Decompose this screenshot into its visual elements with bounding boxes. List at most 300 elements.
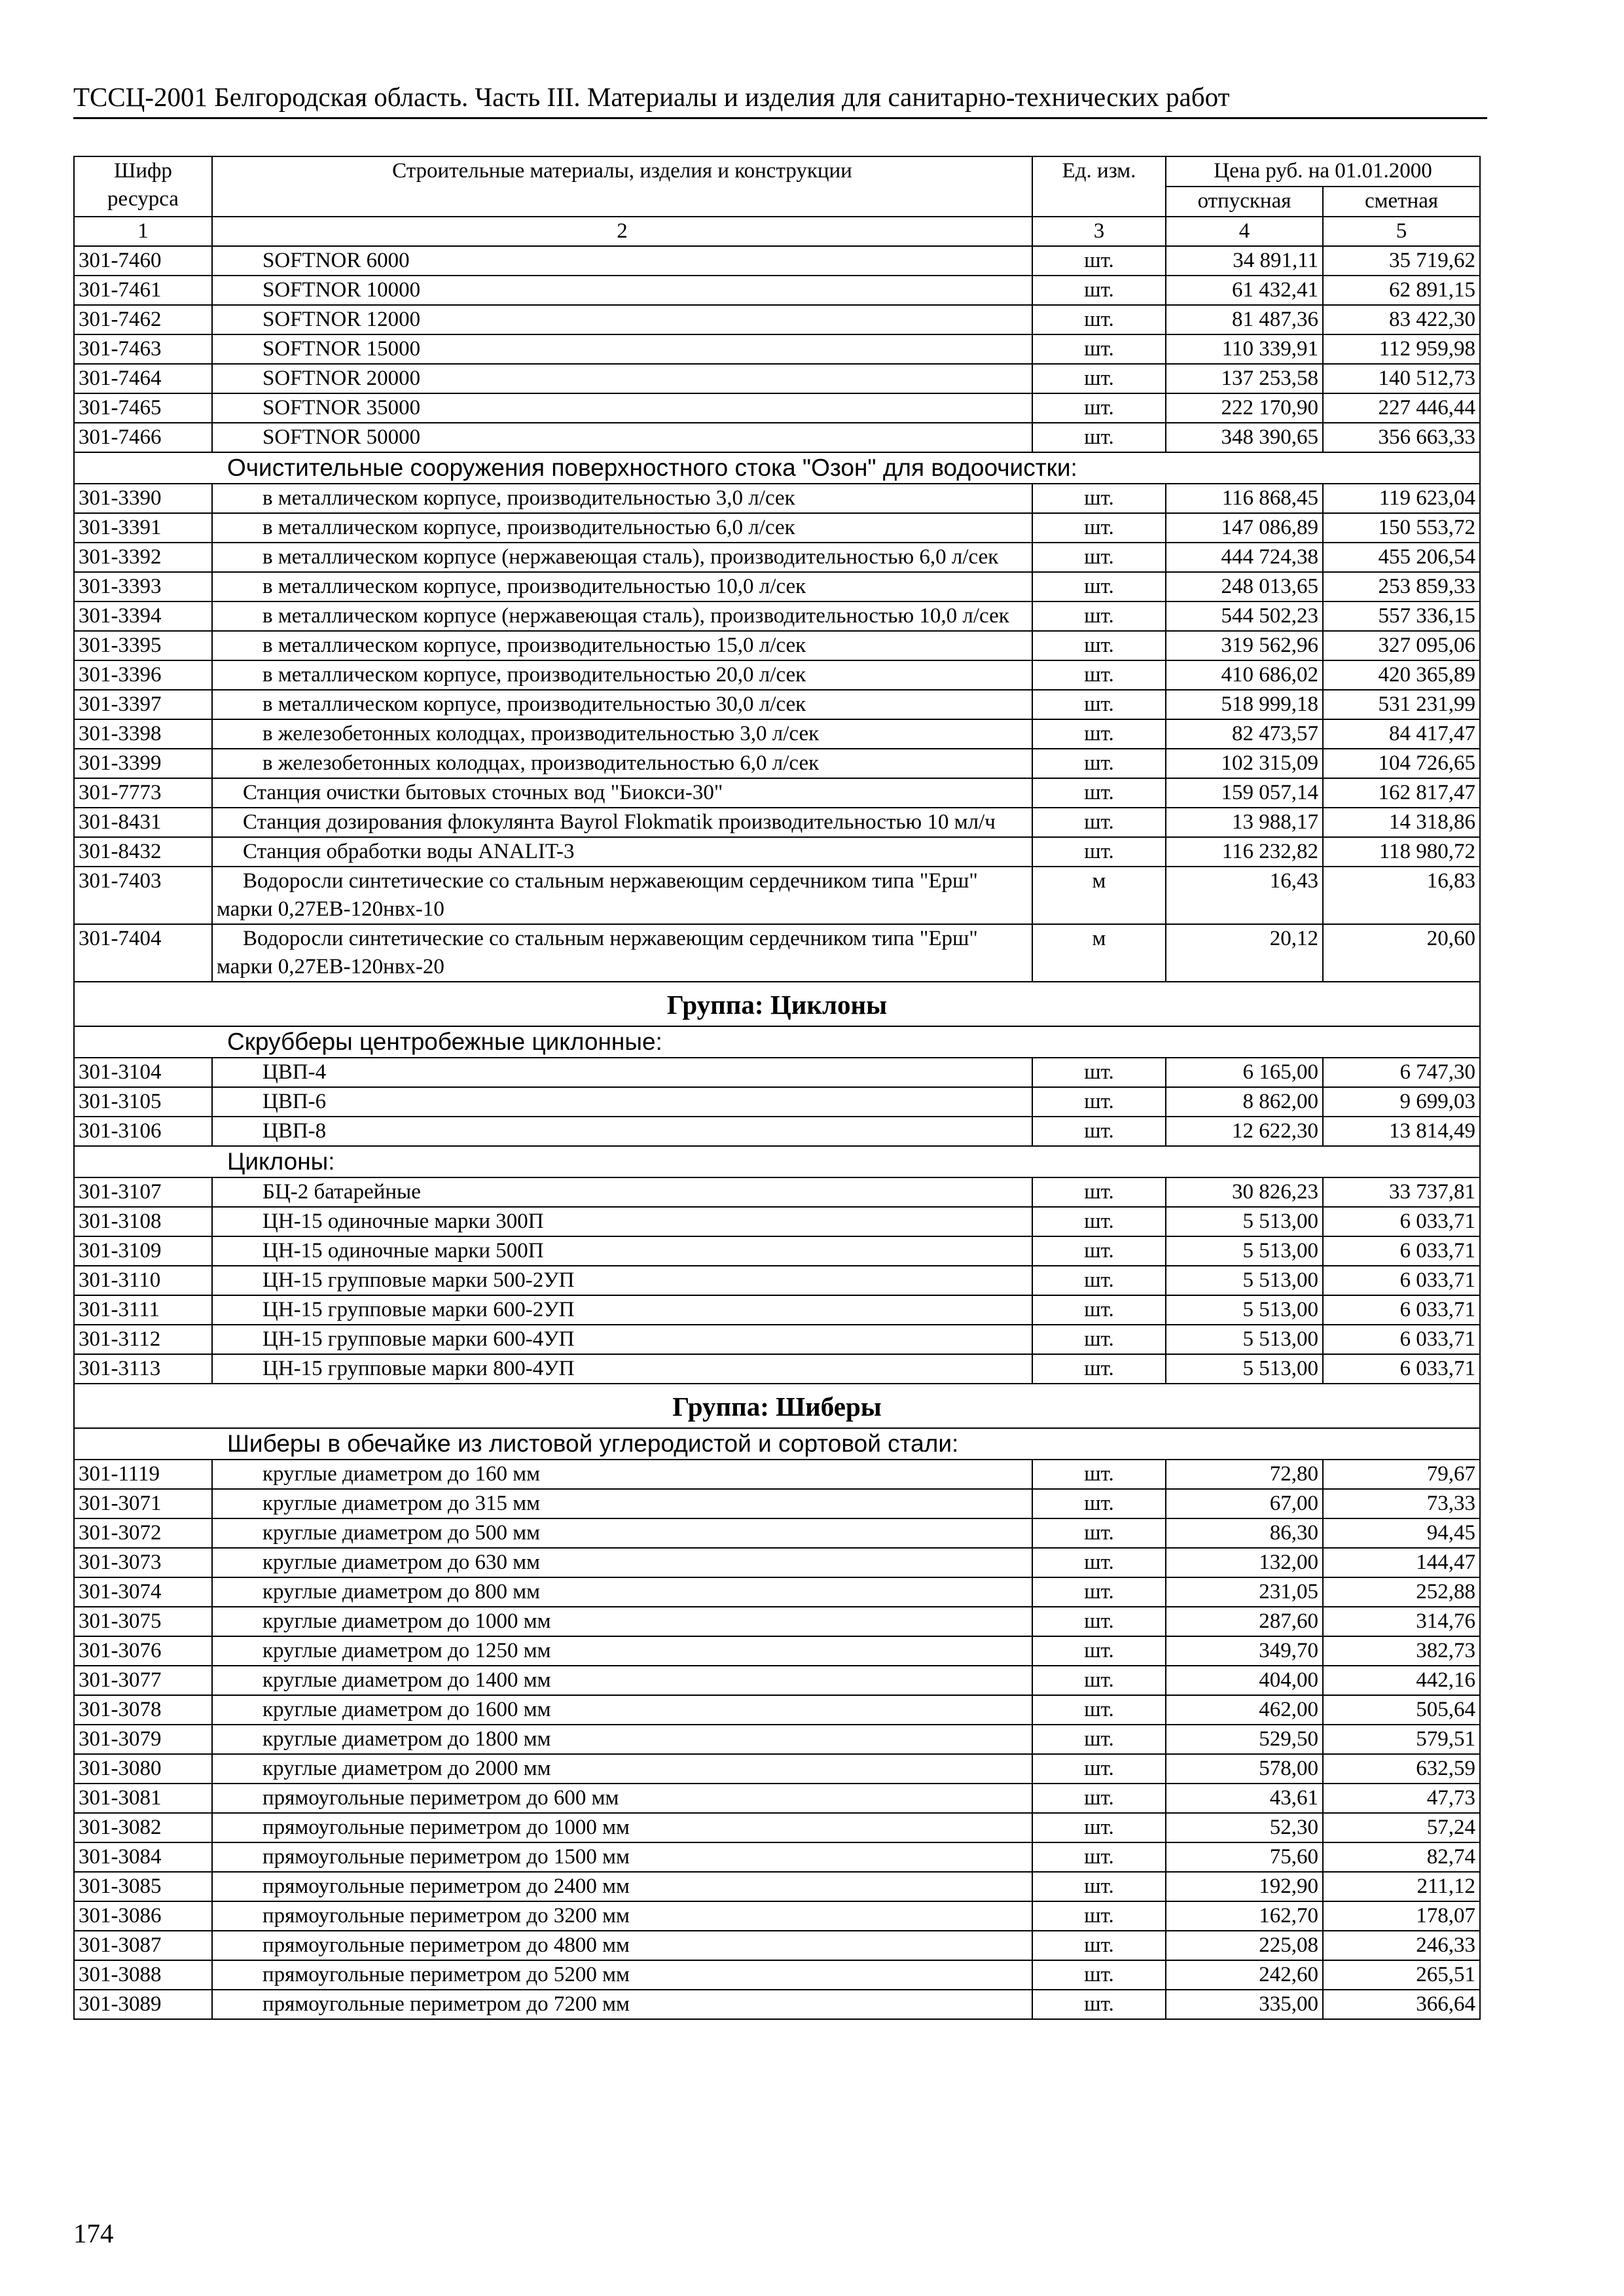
resource-code-cell: 301-3111 bbox=[74, 1295, 212, 1325]
unit-cell: шт. bbox=[1032, 1354, 1166, 1384]
resource-code-cell: 301-3077 bbox=[74, 1666, 212, 1695]
unit-cell: шт. bbox=[1032, 1117, 1166, 1146]
resource-code-cell: 301-3395 bbox=[74, 631, 212, 660]
table-row bbox=[74, 543, 1480, 572]
material-name-cell: прямоугольные периметром до 2400 мм bbox=[212, 1872, 1032, 1901]
unit-cell: шт. bbox=[1032, 1207, 1166, 1236]
material-name-cell: круглые диаметром до 500 мм bbox=[212, 1518, 1032, 1548]
release-price-cell: 86,30 bbox=[1166, 1518, 1323, 1548]
col-header-price: Цена руб. на 01.01.2000 bbox=[1166, 156, 1480, 187]
material-name-cell: ЦН-15 групповые марки 800-4УП bbox=[212, 1354, 1032, 1384]
estimate-price-cell: 6 033,71 bbox=[1323, 1354, 1480, 1384]
unit-cell: м bbox=[1032, 867, 1166, 924]
unit-cell: шт. bbox=[1032, 276, 1166, 305]
estimate-price-cell: 150 553,72 bbox=[1323, 513, 1480, 543]
estimate-price-cell: 62 891,15 bbox=[1323, 276, 1480, 305]
estimate-price-cell: 420 365,89 bbox=[1323, 660, 1480, 690]
resource-code-cell: 301-3075 bbox=[74, 1607, 212, 1636]
col-header-estimate-price: сметная bbox=[1323, 187, 1480, 217]
unit-cell: шт. bbox=[1032, 1325, 1166, 1354]
release-price-cell: 162,70 bbox=[1166, 1901, 1323, 1931]
material-name-cell: прямоугольные периметром до 600 мм bbox=[212, 1784, 1032, 1813]
estimate-price-cell: 144,47 bbox=[1323, 1548, 1480, 1577]
table-body bbox=[74, 246, 1480, 2019]
table-row bbox=[74, 1931, 1480, 1960]
estimate-price-cell: 6 033,71 bbox=[1323, 1325, 1480, 1354]
unit-cell: шт. bbox=[1032, 1518, 1166, 1548]
release-price-cell: 410 686,02 bbox=[1166, 660, 1323, 690]
estimate-price-cell: 162 817,47 bbox=[1323, 778, 1480, 808]
release-price-cell: 52,30 bbox=[1166, 1813, 1323, 1842]
material-name-cell: SOFTNOR 15000 bbox=[212, 334, 1032, 364]
material-name-cell: ЦН-15 одиночные марки 500П bbox=[212, 1236, 1032, 1266]
unit-cell: шт. bbox=[1032, 1087, 1166, 1117]
material-name-cell: ЦН-15 групповые марки 500-2УП bbox=[212, 1266, 1032, 1295]
unit-cell: шт. bbox=[1032, 660, 1166, 690]
material-name-cell: ЦН-15 групповые марки 600-4УП bbox=[212, 1325, 1032, 1354]
unit-cell: шт. bbox=[1032, 1901, 1166, 1931]
estimate-price-cell: 6 747,30 bbox=[1323, 1058, 1480, 1087]
col-number-1: 1 bbox=[74, 217, 212, 246]
page-header-title: ТССЦ-2001 Белгородская область. Часть III. Материалы и изделия для санитарно-технических работ bbox=[73, 82, 1230, 112]
table-row bbox=[74, 1325, 1480, 1354]
material-name-cell: Станция обработки воды ANALIT-3 bbox=[212, 837, 1032, 867]
material-name-cell: в металлическом корпусе, производительностью 20,0 л/сек bbox=[212, 660, 1032, 690]
estimate-price-cell: 6 033,71 bbox=[1323, 1236, 1480, 1266]
estimate-price-cell: 83 422,30 bbox=[1323, 305, 1480, 334]
release-price-cell: 5 513,00 bbox=[1166, 1325, 1323, 1354]
resource-code-cell: 301-8431 bbox=[74, 808, 212, 837]
table-row bbox=[74, 1207, 1480, 1236]
table-row bbox=[74, 1354, 1480, 1384]
estimate-price-cell: 314,76 bbox=[1323, 1607, 1480, 1636]
material-name-cell: круглые диаметром до 1600 мм bbox=[212, 1695, 1032, 1725]
release-price-cell: 116 232,82 bbox=[1166, 837, 1323, 867]
unit-cell: шт. bbox=[1032, 1236, 1166, 1266]
unit-cell: шт. bbox=[1032, 749, 1166, 778]
table-row bbox=[74, 719, 1480, 749]
estimate-price-cell: 505,64 bbox=[1323, 1695, 1480, 1725]
material-name-cell: Станция дозирования флокулянта Bayrol Flokmatik производительностью 10 мл/ч bbox=[212, 808, 1032, 837]
resource-code-cell: 301-3397 bbox=[74, 690, 212, 719]
table-row bbox=[74, 1460, 1480, 1489]
resource-code-cell: 301-3109 bbox=[74, 1236, 212, 1266]
unit-cell: шт. bbox=[1032, 1577, 1166, 1607]
material-name-cell: круглые диаметром до 1000 мм bbox=[212, 1607, 1032, 1636]
unit-cell: шт. bbox=[1032, 1548, 1166, 1577]
release-price-cell: 225,08 bbox=[1166, 1931, 1323, 1960]
material-name-cell: SOFTNOR 6000 bbox=[212, 246, 1032, 276]
resource-code-cell: 301-3113 bbox=[74, 1354, 212, 1384]
col-header-code: Шифр ресурса bbox=[74, 156, 212, 217]
unit-cell: шт. bbox=[1032, 305, 1166, 334]
estimate-price-cell: 140 512,73 bbox=[1323, 364, 1480, 393]
table-row bbox=[74, 1784, 1480, 1813]
estimate-price-cell: 579,51 bbox=[1323, 1725, 1480, 1754]
resource-code-cell: 301-3087 bbox=[74, 1931, 212, 1960]
estimate-price-cell: 6 033,71 bbox=[1323, 1266, 1480, 1295]
release-price-cell: 518 999,18 bbox=[1166, 690, 1323, 719]
group-heading-row bbox=[74, 1384, 1480, 1428]
release-price-cell: 75,60 bbox=[1166, 1842, 1323, 1872]
resource-code-cell: 301-3089 bbox=[74, 1990, 212, 2019]
resource-code-cell: 301-3390 bbox=[74, 484, 212, 513]
material-name-cell: прямоугольные периметром до 5200 мм bbox=[212, 1960, 1032, 1990]
release-price-cell: 67,00 bbox=[1166, 1489, 1323, 1518]
material-name-cell: круглые диаметром до 2000 мм bbox=[212, 1754, 1032, 1784]
resource-code-cell: 301-3394 bbox=[74, 601, 212, 631]
resource-code-cell: 301-3080 bbox=[74, 1754, 212, 1784]
estimate-price-cell: 531 231,99 bbox=[1323, 690, 1480, 719]
unit-cell: шт. bbox=[1032, 1872, 1166, 1901]
material-name-cell: в металлическом корпусе (нержавеющая сталь), производительностью 10,0 л/сек bbox=[212, 601, 1032, 631]
col-header-unit: Ед. изм. bbox=[1032, 156, 1166, 217]
table-row bbox=[74, 837, 1480, 867]
unit-cell: шт. bbox=[1032, 423, 1166, 452]
release-price-cell: 8 862,00 bbox=[1166, 1087, 1323, 1117]
estimate-price-cell: 356 663,33 bbox=[1323, 423, 1480, 452]
unit-cell: шт. bbox=[1032, 631, 1166, 660]
table-row bbox=[74, 601, 1480, 631]
resource-code-cell: 301-3107 bbox=[74, 1177, 212, 1207]
header-rule bbox=[73, 117, 1487, 119]
resource-code-cell: 301-3073 bbox=[74, 1548, 212, 1577]
material-name-cell: ЦН-15 одиночные марки 300П bbox=[212, 1207, 1032, 1236]
unit-cell: шт. bbox=[1032, 1666, 1166, 1695]
resource-code-cell: 301-7464 bbox=[74, 364, 212, 393]
table-row bbox=[74, 867, 1480, 924]
unit-cell: шт. bbox=[1032, 1177, 1166, 1207]
resource-code-cell: 301-3393 bbox=[74, 572, 212, 601]
material-name-cell: SOFTNOR 35000 bbox=[212, 393, 1032, 423]
resource-code-cell: 301-3082 bbox=[74, 1813, 212, 1842]
estimate-price-cell: 366,64 bbox=[1323, 1990, 1480, 2019]
material-name-cell: прямоугольные периметром до 3200 мм bbox=[212, 1901, 1032, 1931]
release-price-cell: 544 502,23 bbox=[1166, 601, 1323, 631]
resource-code-cell: 301-7460 bbox=[74, 246, 212, 276]
estimate-price-cell: 33 737,81 bbox=[1323, 1177, 1480, 1207]
material-name-cell: SOFTNOR 10000 bbox=[212, 276, 1032, 305]
release-price-cell: 137 253,58 bbox=[1166, 364, 1323, 393]
resource-code-cell: 301-3084 bbox=[74, 1842, 212, 1872]
release-price-cell: 110 339,91 bbox=[1166, 334, 1323, 364]
resource-code-cell: 301-3392 bbox=[74, 543, 212, 572]
resource-code-cell: 301-3072 bbox=[74, 1518, 212, 1548]
page-number: 174 bbox=[73, 2218, 114, 2248]
resource-code-cell: 301-3085 bbox=[74, 1872, 212, 1901]
resource-code-cell: 301-3104 bbox=[74, 1058, 212, 1087]
table-row bbox=[74, 778, 1480, 808]
material-name-cell: ЦВП-8 bbox=[212, 1117, 1032, 1146]
resource-code-cell: 301-3071 bbox=[74, 1489, 212, 1518]
unit-cell: шт. bbox=[1032, 246, 1166, 276]
unit-cell: шт. bbox=[1032, 393, 1166, 423]
material-name-cell: БЦ-2 батарейные bbox=[212, 1177, 1032, 1207]
release-price-cell: 34 891,11 bbox=[1166, 246, 1323, 276]
table-row bbox=[74, 1177, 1480, 1207]
table-row bbox=[74, 276, 1480, 305]
group-heading: Группа: Шиберы bbox=[74, 1384, 1480, 1428]
table-row bbox=[74, 924, 1480, 982]
material-name-cell: SOFTNOR 20000 bbox=[212, 364, 1032, 393]
estimate-price-cell: 112 959,98 bbox=[1323, 334, 1480, 364]
table-row bbox=[74, 1872, 1480, 1901]
estimate-price-cell: 246,33 bbox=[1323, 1931, 1480, 1960]
estimate-price-cell: 20,60 bbox=[1323, 924, 1480, 982]
material-name-cell: в металлическом корпусе (нержавеющая сталь), производительностью 6,0 л/сек bbox=[212, 543, 1032, 572]
release-price-cell: 43,61 bbox=[1166, 1784, 1323, 1813]
table-row bbox=[74, 572, 1480, 601]
release-price-cell: 287,60 bbox=[1166, 1607, 1323, 1636]
estimate-price-cell: 13 814,49 bbox=[1323, 1117, 1480, 1146]
release-price-cell: 82 473,57 bbox=[1166, 719, 1323, 749]
release-price-cell: 30 826,23 bbox=[1166, 1177, 1323, 1207]
unit-cell: шт. bbox=[1032, 572, 1166, 601]
release-price-cell: 13 988,17 bbox=[1166, 808, 1323, 837]
subsection-heading-row bbox=[74, 1026, 1480, 1058]
estimate-price-cell: 265,51 bbox=[1323, 1960, 1480, 1990]
resource-code-cell: 301-3078 bbox=[74, 1695, 212, 1725]
unit-cell: шт. bbox=[1032, 1058, 1166, 1087]
table-row bbox=[74, 1990, 1480, 2019]
material-name-cell: прямоугольные периметром до 7200 мм bbox=[212, 1990, 1032, 2019]
material-name-cell: Станция очистки бытовых сточных вод "Биокси-30" bbox=[212, 778, 1032, 808]
unit-cell: шт. bbox=[1032, 1842, 1166, 1872]
material-name-cell: круглые диаметром до 800 мм bbox=[212, 1577, 1032, 1607]
estimate-price-cell: 57,24 bbox=[1323, 1813, 1480, 1842]
estimate-price-cell: 47,73 bbox=[1323, 1784, 1480, 1813]
unit-cell: шт. bbox=[1032, 1754, 1166, 1784]
estimate-price-cell: 6 033,71 bbox=[1323, 1295, 1480, 1325]
release-price-cell: 529,50 bbox=[1166, 1725, 1323, 1754]
resource-code-cell: 301-7404 bbox=[74, 924, 212, 982]
material-name-cell: SOFTNOR 50000 bbox=[212, 423, 1032, 452]
release-price-cell: 462,00 bbox=[1166, 1695, 1323, 1725]
table-row bbox=[74, 334, 1480, 364]
material-name-cell: ЦВП-4 bbox=[212, 1058, 1032, 1087]
group-heading-row bbox=[74, 982, 1480, 1026]
release-price-cell: 102 315,09 bbox=[1166, 749, 1323, 778]
release-price-cell: 81 487,36 bbox=[1166, 305, 1323, 334]
table-row bbox=[74, 1636, 1480, 1666]
material-name-cell: Водоросли синтетические со стальным нержавеющим сердечником типа "Ерш" марки 0,27ЕВ-120нвх-10 bbox=[212, 867, 1032, 924]
unit-cell: шт. bbox=[1032, 484, 1166, 513]
release-price-cell: 231,05 bbox=[1166, 1577, 1323, 1607]
material-name-cell: круглые диаметром до 1250 мм bbox=[212, 1636, 1032, 1666]
table-row bbox=[74, 1901, 1480, 1931]
resource-code-cell: 301-7403 bbox=[74, 867, 212, 924]
material-name-cell: в металлическом корпусе, производительностью 15,0 л/сек bbox=[212, 631, 1032, 660]
col-number-3: 3 bbox=[1032, 217, 1166, 246]
table-row bbox=[74, 1117, 1480, 1146]
material-name-cell: круглые диаметром до 630 мм bbox=[212, 1548, 1032, 1577]
release-price-cell: 349,70 bbox=[1166, 1636, 1323, 1666]
table-row bbox=[74, 1960, 1480, 1990]
resource-code-cell: 301-3110 bbox=[74, 1266, 212, 1295]
release-price-cell: 192,90 bbox=[1166, 1872, 1323, 1901]
subsection-heading-row bbox=[74, 452, 1480, 484]
table-row bbox=[74, 631, 1480, 660]
table-row bbox=[74, 1842, 1480, 1872]
resource-code-cell: 301-3396 bbox=[74, 660, 212, 690]
release-price-cell: 222 170,90 bbox=[1166, 393, 1323, 423]
table-row bbox=[74, 513, 1480, 543]
estimate-price-cell: 6 033,71 bbox=[1323, 1207, 1480, 1236]
resource-code-cell: 301-3074 bbox=[74, 1577, 212, 1607]
resource-code-cell: 301-7466 bbox=[74, 423, 212, 452]
material-name-cell: Водоросли синтетические со стальным нержавеющим сердечником типа "Ерш" марки 0,27ЕВ-120нвх-20 bbox=[212, 924, 1032, 982]
resource-code-cell: 301-7461 bbox=[74, 276, 212, 305]
release-price-cell: 12 622,30 bbox=[1166, 1117, 1323, 1146]
estimate-price-cell: 16,83 bbox=[1323, 867, 1480, 924]
release-price-cell: 335,00 bbox=[1166, 1990, 1323, 2019]
material-name-cell: круглые диаметром до 315 мм bbox=[212, 1489, 1032, 1518]
price-table bbox=[73, 156, 1481, 2020]
release-price-cell: 404,00 bbox=[1166, 1666, 1323, 1695]
resource-code-cell: 301-3391 bbox=[74, 513, 212, 543]
table-row bbox=[74, 1754, 1480, 1784]
estimate-price-cell: 632,59 bbox=[1323, 1754, 1480, 1784]
unit-cell: шт. bbox=[1032, 1695, 1166, 1725]
table-row bbox=[74, 1058, 1480, 1087]
release-price-cell: 16,43 bbox=[1166, 867, 1323, 924]
resource-code-cell: 301-1119 bbox=[74, 1460, 212, 1489]
unit-cell: шт. bbox=[1032, 808, 1166, 837]
estimate-price-cell: 94,45 bbox=[1323, 1518, 1480, 1548]
estimate-price-cell: 9 699,03 bbox=[1323, 1087, 1480, 1117]
table-row bbox=[74, 1266, 1480, 1295]
resource-code-cell: 301-7773 bbox=[74, 778, 212, 808]
estimate-price-cell: 35 719,62 bbox=[1323, 246, 1480, 276]
resource-code-cell: 301-3398 bbox=[74, 719, 212, 749]
unit-cell: шт. bbox=[1032, 1813, 1166, 1842]
unit-cell: шт. bbox=[1032, 334, 1166, 364]
unit-cell: шт. bbox=[1032, 778, 1166, 808]
material-name-cell: круглые диаметром до 1800 мм bbox=[212, 1725, 1032, 1754]
table-row bbox=[74, 1518, 1480, 1548]
table-row bbox=[74, 1295, 1480, 1325]
unit-cell: шт. bbox=[1032, 513, 1166, 543]
estimate-price-cell: 178,07 bbox=[1323, 1901, 1480, 1931]
unit-cell: шт. bbox=[1032, 719, 1166, 749]
resource-code-cell: 301-7465 bbox=[74, 393, 212, 423]
unit-cell: шт. bbox=[1032, 1295, 1166, 1325]
release-price-cell: 444 724,38 bbox=[1166, 543, 1323, 572]
estimate-price-cell: 455 206,54 bbox=[1323, 543, 1480, 572]
col-header-name: Строительные материалы, изделия и конструкции bbox=[212, 156, 1032, 217]
subsection-heading-row bbox=[74, 1146, 1480, 1177]
release-price-cell: 319 562,96 bbox=[1166, 631, 1323, 660]
subsection-heading-row bbox=[74, 1428, 1480, 1460]
table-row bbox=[74, 305, 1480, 334]
col-number-4: 4 bbox=[1166, 217, 1323, 246]
estimate-price-cell: 118 980,72 bbox=[1323, 837, 1480, 867]
release-price-cell: 5 513,00 bbox=[1166, 1207, 1323, 1236]
material-name-cell: ЦН-15 групповые марки 600-2УП bbox=[212, 1295, 1032, 1325]
resource-code-cell: 301-8432 bbox=[74, 837, 212, 867]
release-price-cell: 147 086,89 bbox=[1166, 513, 1323, 543]
subsection-heading: Очистительные сооружения поверхностного стока "Озон" для водоочистки: bbox=[74, 452, 1480, 484]
col-header-release-price: отпускная bbox=[1166, 187, 1323, 217]
subsection-heading: Скрубберы центробежные циклонные: bbox=[74, 1026, 1480, 1058]
release-price-cell: 5 513,00 bbox=[1166, 1295, 1323, 1325]
estimate-price-cell: 382,73 bbox=[1323, 1636, 1480, 1666]
group-heading: Группа: Циклоны bbox=[74, 982, 1480, 1026]
material-name-cell: круглые диаметром до 1400 мм bbox=[212, 1666, 1032, 1695]
table-row bbox=[74, 423, 1480, 452]
material-name-cell: в металлическом корпусе, производительностью 6,0 л/сек bbox=[212, 513, 1032, 543]
unit-cell: м bbox=[1032, 924, 1166, 982]
estimate-price-cell: 14 318,86 bbox=[1323, 808, 1480, 837]
release-price-cell: 61 432,41 bbox=[1166, 276, 1323, 305]
resource-code-cell: 301-3086 bbox=[74, 1901, 212, 1931]
resource-code-cell: 301-3112 bbox=[74, 1325, 212, 1354]
unit-cell: шт. bbox=[1032, 1266, 1166, 1295]
unit-cell: шт. bbox=[1032, 601, 1166, 631]
unit-cell: шт. bbox=[1032, 1636, 1166, 1666]
material-name-cell: прямоугольные периметром до 1500 мм bbox=[212, 1842, 1032, 1872]
estimate-price-cell: 211,12 bbox=[1323, 1872, 1480, 1901]
unit-cell: шт. bbox=[1032, 1784, 1166, 1813]
material-name-cell: в железобетонных колодцах, производительностью 3,0 л/сек bbox=[212, 719, 1032, 749]
table-row bbox=[74, 246, 1480, 276]
resource-code-cell: 301-7462 bbox=[74, 305, 212, 334]
material-name-cell: ЦВП-6 bbox=[212, 1087, 1032, 1117]
estimate-price-cell: 327 095,06 bbox=[1323, 631, 1480, 660]
table-row bbox=[74, 364, 1480, 393]
material-name-cell: прямоугольные периметром до 4800 мм bbox=[212, 1931, 1032, 1960]
estimate-price-cell: 79,67 bbox=[1323, 1460, 1480, 1489]
estimate-price-cell: 557 336,15 bbox=[1323, 601, 1480, 631]
release-price-cell: 5 513,00 bbox=[1166, 1236, 1323, 1266]
subsection-heading: Циклоны: bbox=[74, 1146, 1480, 1177]
table-row bbox=[74, 749, 1480, 778]
release-price-cell: 348 390,65 bbox=[1166, 423, 1323, 452]
resource-code-cell: 301-3399 bbox=[74, 749, 212, 778]
unit-cell: шт. bbox=[1032, 1489, 1166, 1518]
table-row bbox=[74, 1813, 1480, 1842]
estimate-price-cell: 84 417,47 bbox=[1323, 719, 1480, 749]
release-price-cell: 5 513,00 bbox=[1166, 1266, 1323, 1295]
resource-code-cell: 301-3076 bbox=[74, 1636, 212, 1666]
table-row bbox=[74, 1548, 1480, 1577]
unit-cell: шт. bbox=[1032, 1990, 1166, 2019]
table-row bbox=[74, 1607, 1480, 1636]
subsection-heading: Шиберы в обечайке из листовой углеродистой и сортовой стали: bbox=[74, 1428, 1480, 1460]
table-row bbox=[74, 1087, 1480, 1117]
estimate-price-cell: 252,88 bbox=[1323, 1577, 1480, 1607]
table-row bbox=[74, 484, 1480, 513]
col-number-5: 5 bbox=[1323, 217, 1480, 246]
release-price-cell: 248 013,65 bbox=[1166, 572, 1323, 601]
resource-code-cell: 301-7463 bbox=[74, 334, 212, 364]
resource-code-cell: 301-3106 bbox=[74, 1117, 212, 1146]
unit-cell: шт. bbox=[1032, 1931, 1166, 1960]
estimate-price-cell: 253 859,33 bbox=[1323, 572, 1480, 601]
table-row bbox=[74, 660, 1480, 690]
table-row bbox=[74, 1236, 1480, 1266]
unit-cell: шт. bbox=[1032, 1960, 1166, 1990]
material-name-cell: SOFTNOR 12000 bbox=[212, 305, 1032, 334]
release-price-cell: 116 868,45 bbox=[1166, 484, 1323, 513]
release-price-cell: 578,00 bbox=[1166, 1754, 1323, 1784]
resource-code-cell: 301-3105 bbox=[74, 1087, 212, 1117]
table-row bbox=[74, 1695, 1480, 1725]
material-name-cell: круглые диаметром до 160 мм bbox=[212, 1460, 1032, 1489]
release-price-cell: 159 057,14 bbox=[1166, 778, 1323, 808]
unit-cell: шт. bbox=[1032, 1725, 1166, 1754]
unit-cell: шт. bbox=[1032, 543, 1166, 572]
